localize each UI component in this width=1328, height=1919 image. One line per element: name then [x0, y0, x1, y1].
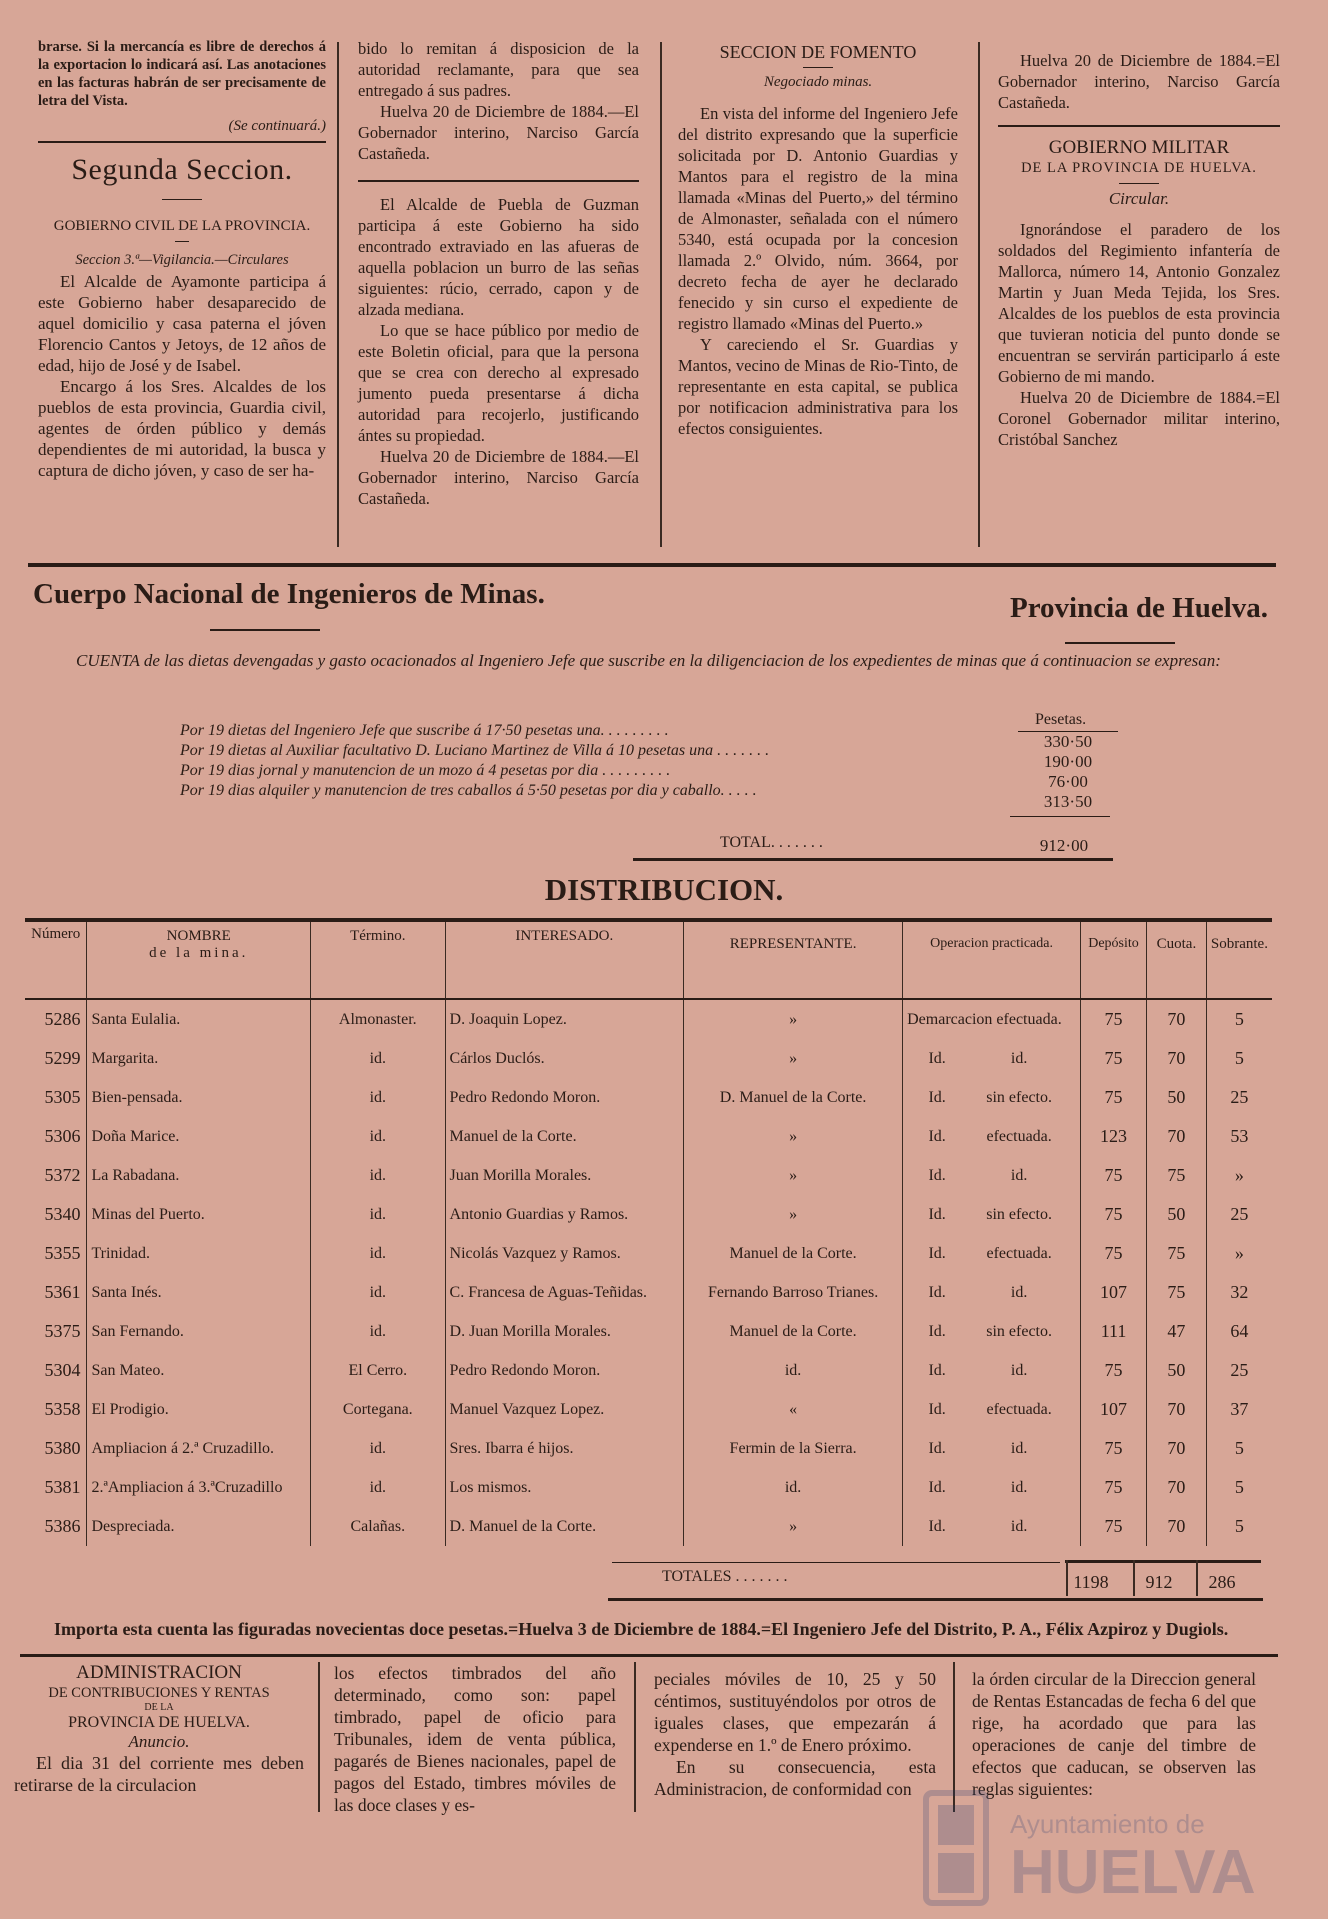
administracion-title: ADMINISTRACION	[76, 1662, 242, 1683]
seccion-subheading: Seccion 3.ª—Vigilancia.—Circulares	[75, 252, 289, 268]
operacion-part1: Id.	[928, 1127, 946, 1145]
table-header-row	[25, 922, 1272, 999]
seccion-fomento-title: SECCION DE FOMENTO	[719, 42, 917, 62]
de-la-label: DE LA	[144, 1702, 174, 1713]
watermark-line1: Ayuntamiento de	[1010, 1809, 1205, 1839]
cell-representante: »	[684, 1195, 903, 1234]
cell-cuota: 70	[1146, 1117, 1206, 1156]
bottom-column-2	[334, 1662, 616, 1816]
operacion-part1: Id.	[928, 1088, 946, 1106]
paragraph: En vista del informe del Ingeniero Jefe del distrito expresando que la superficie solicitada por D. Antonio Guardias y Mantos para el registro de la mina llamada «Minas del Puerto,» del término de Almonaster, señalada con el número 5340, está ocupada por la concesion llamada 2.º Olvido, núm. 3664, por decreto fecha de ayer he declarado fenecido y sin curso el expediente de registro llamado «Minas del Puerto.»	[678, 104, 958, 333]
top-column-3	[678, 42, 958, 439]
paragraph: Huelva 20 de Diciembre de 1884.—El Gobernador interino, Narciso García Castañeda.	[358, 102, 639, 163]
operacion-part1: Demarcacion efectuada.	[907, 1010, 1062, 1028]
cell-cuota: 75	[1146, 1234, 1206, 1273]
operacion-part2: id.	[1010, 1361, 1028, 1379]
table-row	[25, 1429, 1272, 1468]
operacion-part2: efectuada.	[986, 1127, 1052, 1145]
cell-interesado: Sres. Ibarra é hijos.	[445, 1429, 684, 1468]
provincia-header: Provincia de Huelva.	[1010, 592, 1269, 624]
cell-representante: »	[684, 1039, 903, 1078]
header-nombre-line2: de la mina.	[149, 945, 249, 961]
cell-numero: 5372	[44, 1165, 81, 1185]
provincia-label: PROVINCIA DE HUELVA.	[68, 1714, 250, 1731]
paragraph: Huelva 20 de Diciembre de 1884.—El Gobernador interino, Narciso García Castañeda.	[358, 447, 639, 508]
distribucion-title: DISTRIBUCION.	[544, 872, 784, 907]
cell-operacion	[903, 1351, 1081, 1390]
paragraph: El Alcalde de Puebla de Guzman participa á este Gobierno ha sido encontrado extraviado en las afueras de aquella poblacion un burro de las señas siguientes: rúcio, cerrado, capon y de alzada mediana.	[358, 195, 639, 319]
cell-numero: 5361	[44, 1282, 81, 1302]
cell-termino: id.	[311, 1117, 445, 1156]
table-row	[25, 1468, 1272, 1507]
table-row	[25, 1234, 1272, 1273]
cell-representante: Manuel de la Corte.	[684, 1312, 903, 1351]
cell-numero: 5355	[44, 1243, 81, 1263]
table-row	[25, 1312, 1272, 1351]
cell-sobrante: 5	[1206, 1039, 1272, 1078]
cell-operacion	[903, 1078, 1081, 1117]
header-numero: Número	[25, 922, 87, 999]
paragraph: El dia 31 del corriente mes deben retirarse de la circulacion	[14, 1753, 304, 1795]
cell-cuota: 47	[1146, 1312, 1206, 1351]
totales-sobrante: 286	[1208, 1572, 1236, 1592]
cell-sobrante: »	[1206, 1156, 1272, 1195]
distribucion-table	[25, 922, 1272, 1546]
cell-representante: «	[684, 1390, 903, 1429]
cell-numero: 5381	[44, 1477, 81, 1497]
cell-deposito: 75	[1081, 1078, 1147, 1117]
cell-interesado: Pedro Redondo Moron.	[445, 1078, 684, 1117]
cell-cuota: 50	[1146, 1195, 1206, 1234]
circular-subheading: Circular.	[1108, 189, 1170, 208]
cell-sobrante: 5	[1206, 1429, 1272, 1468]
table-row	[25, 1156, 1272, 1195]
cuenta-amount: 313·50	[1043, 792, 1093, 811]
cell-interesado: Cárlos Duclós.	[445, 1039, 684, 1078]
bottom-column-3	[654, 1668, 936, 1800]
cell-operacion	[903, 1468, 1081, 1507]
cuerpo-header: Cuerpo Nacional de Ingenieros de Minas.	[33, 578, 545, 610]
cell-nombre: Doña Marice.	[87, 1117, 311, 1156]
cuenta-line: Por 19 dias alquiler y manutencion de tres caballos á 5·50 pesetas por dia y caballo. . . . .	[180, 782, 757, 799]
cell-sobrante: 25	[1206, 1078, 1272, 1117]
section-title: Segunda Seccion.	[71, 153, 293, 186]
cell-interesado: D. Joaquin Lopez.	[445, 999, 684, 1039]
cell-nombre: San Fernando.	[87, 1312, 311, 1351]
header-operacion: Operacion practicada.	[903, 922, 1081, 999]
cuenta-line: Por 19 dietas al Auxiliar facultativo D. Luciano Martinez de Villa á 10 pesetas una . . . . . . .	[180, 742, 770, 759]
cell-numero: 5340	[44, 1204, 81, 1224]
cell-cuota: 70	[1146, 1039, 1206, 1078]
operacion-part1: Id.	[928, 1322, 946, 1340]
cuenta-line: Por 19 dietas del Ingeniero Jefe que suscribe á 17·50 pesetas una. . . . . . . . .	[180, 722, 669, 739]
operacion-part2: id.	[1010, 1439, 1028, 1457]
cell-operacion	[903, 1117, 1081, 1156]
cell-representante: Fermin de la Sierra.	[684, 1429, 903, 1468]
table-row	[25, 1039, 1272, 1078]
header-nombre-line1: NOMBRE	[166, 928, 231, 944]
importa-statement: Importa esta cuenta las figuradas novecientas doce pesetas.=Huelva 3 de Diciembre de 1884.=El Ingeniero Jefe del Distrito, P. A., Félix Azpiroz y Dugiols.	[54, 1619, 1229, 1639]
cell-deposito: 75	[1081, 1195, 1147, 1234]
cell-termino: id.	[311, 1429, 445, 1468]
operacion-part2: id.	[1010, 1049, 1028, 1067]
administracion-subtitle: DE CONTRIBUCIONES Y RENTAS	[48, 1685, 270, 1701]
cell-deposito: 75	[1081, 999, 1147, 1039]
cell-representante: Manuel de la Corte.	[684, 1234, 903, 1273]
cell-representante: »	[684, 1156, 903, 1195]
header-nombre	[87, 922, 311, 999]
cell-sobrante: 25	[1206, 1351, 1272, 1390]
cell-cuota: 50	[1146, 1351, 1206, 1390]
cell-cuota: 70	[1146, 999, 1206, 1039]
watermark-line2: HUELVA	[1010, 1838, 1256, 1907]
cell-numero: 5286	[44, 1009, 81, 1029]
cuenta-amount: 190·00	[1043, 752, 1093, 771]
cell-numero: 5358	[44, 1399, 81, 1419]
cell-interesado: Manuel Vazquez Lopez.	[445, 1390, 684, 1429]
totales-deposito: 1198	[1073, 1572, 1109, 1592]
cell-operacion	[903, 1507, 1081, 1546]
table-row	[25, 1117, 1272, 1156]
header-cuota: Cuota.	[1146, 922, 1206, 999]
cell-cuota: 75	[1146, 1273, 1206, 1312]
cell-operacion	[903, 1273, 1081, 1312]
cell-termino: Cortegana.	[311, 1390, 445, 1429]
operacion-part1: Id.	[928, 1166, 946, 1184]
header-representante: REPRESENTANTE.	[684, 922, 903, 999]
table-row	[25, 1351, 1272, 1390]
top-column-4	[998, 50, 1280, 450]
cell-sobrante: »	[1206, 1234, 1272, 1273]
cell-sobrante: 32	[1206, 1273, 1272, 1312]
cell-termino: El Cerro.	[311, 1351, 445, 1390]
cell-deposito: 75	[1081, 1351, 1147, 1390]
cell-termino: Calañas.	[311, 1507, 445, 1546]
table-row	[25, 999, 1272, 1039]
cell-sobrante: 25	[1206, 1195, 1272, 1234]
cell-numero: 5305	[44, 1087, 81, 1107]
paragraph: bido lo remitan á disposicion de la autoridad reclamante, para que sea entregado á sus padres.	[358, 39, 639, 100]
cell-deposito: 111	[1081, 1312, 1147, 1351]
cell-cuota: 75	[1146, 1156, 1206, 1195]
cell-operacion	[903, 1039, 1081, 1078]
operacion-part2: sin efecto.	[986, 1322, 1052, 1340]
cell-interesado: D. Juan Morilla Morales.	[445, 1312, 684, 1351]
huelva-watermark-logo	[920, 1775, 1320, 1915]
gobierno-militar-title: GOBIERNO MILITAR	[1048, 137, 1230, 158]
table-row	[25, 1507, 1272, 1546]
cuenta-intro: CUENTA de las dietas devengadas y gasto ocacionados al Ingeniero Jefe que suscribe en la diligenciacion de los expedientes de minas que á continuacion se expresan:	[76, 651, 1221, 670]
operacion-part1: Id.	[928, 1244, 946, 1262]
cell-deposito: 123	[1081, 1117, 1147, 1156]
cuenta-amount: 76·00	[1048, 772, 1088, 791]
cell-nombre: La Rabadana.	[87, 1156, 311, 1195]
header-interesado: INTERESADO.	[445, 922, 684, 999]
cell-representante: »	[684, 999, 903, 1039]
cell-numero: 5375	[44, 1321, 81, 1341]
cell-interesado: D. Manuel de la Corte.	[445, 1507, 684, 1546]
cell-cuota: 70	[1146, 1429, 1206, 1468]
anuncio-label: Anuncio.	[128, 1732, 190, 1751]
cell-operacion	[903, 1390, 1081, 1429]
operacion-part2: id.	[1010, 1517, 1028, 1535]
cell-representante: »	[684, 1117, 903, 1156]
cell-nombre: Santa Inés.	[87, 1273, 311, 1312]
operacion-part1: Id.	[928, 1400, 946, 1418]
paragraph: Ignorándose el paradero de los soldados del Regimiento infantería de Mallorca, número 14, Antonio Gonzalez Martin y Juan Meda Tejida, los Sres. Alcaldes de los pueblos de esta provincia que tuvieran noticia del punto donde se encuentran se servirán participarlo á este Gobierno de mi mando.	[998, 220, 1280, 386]
operacion-part1: Id.	[928, 1439, 946, 1457]
cell-operacion	[903, 1312, 1081, 1351]
cell-nombre: San Mateo.	[87, 1351, 311, 1390]
operacion-part1: Id.	[928, 1517, 946, 1535]
table-row	[25, 1078, 1272, 1117]
cell-sobrante: 37	[1206, 1390, 1272, 1429]
cell-interesado: Juan Morilla Morales.	[445, 1156, 684, 1195]
cell-termino: Almonaster.	[311, 999, 445, 1039]
cell-operacion	[903, 1156, 1081, 1195]
total-amount: 912·00	[1039, 836, 1089, 855]
cell-operacion	[903, 1234, 1081, 1273]
operacion-part2: sin efecto.	[986, 1088, 1052, 1106]
cell-nombre: 2.ªAmpliacion á 3.ªCruzadillo	[87, 1468, 311, 1507]
totales-label: TOTALES . . . . . . .	[662, 1568, 788, 1585]
table-row	[25, 1195, 1272, 1234]
paragraph: Encargo á los Sres. Alcaldes de los pueblos de esta provincia, Guardia civil, agentes de órden público y demás dependientes de mi autoridad, la busca y captura de dicho jóven, y caso de ser ha-	[38, 377, 326, 480]
se-continuara: (Se continuará.)	[228, 118, 326, 134]
cell-nombre: Ampliacion á 2.ª Cruzadillo.	[87, 1429, 311, 1468]
total-label: TOTAL. . . . . . .	[720, 834, 823, 851]
cell-representante: »	[684, 1507, 903, 1546]
cell-nombre: Minas del Puerto.	[87, 1195, 311, 1234]
cell-representante: id.	[684, 1351, 903, 1390]
cell-sobrante: 53	[1206, 1117, 1272, 1156]
paragraph: peciales móviles de 10, 25 y 50 céntimos, sustituyéndolos por otros de iguales clases, que empezarán á expenderse en 1.º de Enero próximo.	[654, 1669, 936, 1755]
operacion-part2: sin efecto.	[986, 1205, 1052, 1223]
cell-nombre: Despreciada.	[87, 1507, 311, 1546]
continuation-text: brarse. Si la mercancía es libre de derechos á la exportacion lo indicará así. Las anotaciones en las facturas habrán de ser precisamente de letra del Vista.	[38, 39, 326, 109]
cell-interesado: Pedro Redondo Moron.	[445, 1351, 684, 1390]
top-column-2	[358, 38, 639, 509]
cell-termino: id.	[311, 1039, 445, 1078]
cell-termino: id.	[311, 1156, 445, 1195]
cell-sobrante: 5	[1206, 1507, 1272, 1546]
cell-numero: 5304	[44, 1360, 81, 1380]
operacion-part2: id.	[1010, 1166, 1028, 1184]
paragraph: Huelva 20 de Diciembre de 1884.=El Gobernador interino, Narciso García Castañeda.	[998, 51, 1280, 112]
cell-interesado: C. Francesa de Aguas-Teñidas.	[445, 1273, 684, 1312]
cell-representante: D. Manuel de la Corte.	[684, 1078, 903, 1117]
cell-sobrante: 64	[1206, 1312, 1272, 1351]
operacion-part1: Id.	[928, 1049, 946, 1067]
cell-cuota: 70	[1146, 1468, 1206, 1507]
paragraph: los efectos timbrados del año determinado, como son: papel timbrado, papel de oficio para Tribunales, idem de venta pública, pagarés de Bienes nacionales, papel de pagos del Estado, timbres móviles de las doce clases y es-	[334, 1663, 616, 1815]
cell-deposito: 75	[1081, 1429, 1147, 1468]
table-row	[25, 1390, 1272, 1429]
cell-interesado: Nicolás Vazquez y Ramos.	[445, 1234, 684, 1273]
paragraph: Y careciendo el Sr. Guardias y Mantos, vecino de Minas de Rio-Tinto, de representante en esta capital, se publica por notificacion administrativa para los efectos consiguientes.	[678, 335, 958, 438]
cell-termino: id.	[311, 1273, 445, 1312]
cell-sobrante: 5	[1206, 999, 1272, 1039]
cell-nombre: Bien-pensada.	[87, 1078, 311, 1117]
cell-numero: 5380	[44, 1438, 81, 1458]
cell-termino: id.	[311, 1312, 445, 1351]
cell-termino: id.	[311, 1468, 445, 1507]
paragraph: En su consecuencia, esta Administracion, de conformidad con	[654, 1757, 936, 1799]
cell-interesado: Antonio Guardias y Ramos.	[445, 1195, 684, 1234]
paragraph: Lo que se hace público por medio de este Boletin oficial, para que la persona que se crea con derecho al expresado jumento pueda presentarse á dicha autoridad para recojerlo, justificando ántes su propiedad.	[358, 321, 639, 445]
cell-interesado: Los mismos.	[445, 1468, 684, 1507]
cell-nombre: Trinidad.	[87, 1234, 311, 1273]
cell-interesado: Manuel de la Corte.	[445, 1117, 684, 1156]
gobierno-militar-subtitle: DE LA PROVINCIA DE HUELVA.	[1021, 160, 1257, 176]
pesetas-label: Pesetas.	[1035, 711, 1087, 728]
cell-cuota: 70	[1146, 1390, 1206, 1429]
cell-operacion	[903, 1195, 1081, 1234]
operacion-part1: Id.	[928, 1205, 946, 1223]
operacion-part2: efectuada.	[986, 1244, 1052, 1262]
operacion-part1: Id.	[928, 1361, 946, 1379]
cell-deposito: 75	[1081, 1234, 1147, 1273]
cell-numero: 5306	[44, 1126, 81, 1146]
paragraph: la órden circular de la Direccion general de Rentas Estancadas de fecha 6 del que rige, ha acordado que para las operaciones de canje del timbre de efectos que caducan, se observen las reglas siguientes:	[972, 1669, 1256, 1799]
operacion-part2: id.	[1010, 1478, 1028, 1496]
cuenta-line: Por 19 dias jornal y manutencion de un mozo á 4 pesetas por dia . . . . . . . . .	[180, 762, 671, 779]
cell-sobrante: 5	[1206, 1468, 1272, 1507]
cell-termino: id.	[311, 1234, 445, 1273]
paragraph: Huelva 20 de Diciembre de 1884.=El Coronel Gobernador militar interino, Cristóbal Sanchez	[998, 388, 1280, 449]
cell-nombre: Santa Eulalia.	[87, 999, 311, 1039]
cell-operacion	[903, 999, 1081, 1039]
cell-representante: id.	[684, 1468, 903, 1507]
cell-deposito: 75	[1081, 1468, 1147, 1507]
header-termino: Término.	[311, 922, 445, 999]
cell-deposito: 107	[1081, 1390, 1147, 1429]
bottom-column-1	[14, 1662, 304, 1796]
cell-numero: 5299	[44, 1048, 81, 1068]
cell-deposito: 75	[1081, 1156, 1147, 1195]
operacion-part2: id.	[1010, 1283, 1028, 1301]
gobierno-civil-heading: GOBIERNO CIVIL DE LA PROVINCIA.	[53, 218, 311, 234]
paragraph: El Alcalde de Ayamonte participa á este Gobierno haber desaparecido de aquel domicilio y casa paterna el jóven Florencio Cantos y Jetoys, de 12 años de edad, hijo de José y de Isabel.	[38, 272, 326, 375]
cell-nombre: Margarita.	[87, 1039, 311, 1078]
cell-nombre: El Prodigio.	[87, 1390, 311, 1429]
operacion-part2: efectuada.	[986, 1400, 1052, 1418]
cell-termino: id.	[311, 1195, 445, 1234]
totales-cuota: 912	[1145, 1572, 1173, 1592]
table-row	[25, 1273, 1272, 1312]
header-sobrante: Sobrante.	[1206, 922, 1272, 999]
cuenta-amount: 330·50	[1043, 732, 1093, 751]
negociado-subheading: Negociado minas.	[763, 74, 873, 90]
cell-termino: id.	[311, 1078, 445, 1117]
cell-representante: Fernando Barroso Trianes.	[684, 1273, 903, 1312]
header-deposito: Depósito	[1081, 922, 1147, 999]
operacion-part1: Id.	[928, 1283, 946, 1301]
operacion-part1: Id.	[928, 1478, 946, 1496]
cell-operacion	[903, 1429, 1081, 1468]
cell-deposito: 75	[1081, 1507, 1147, 1546]
top-column-1	[38, 38, 326, 481]
cell-cuota: 50	[1146, 1078, 1206, 1117]
cell-numero: 5386	[44, 1516, 81, 1536]
cell-deposito: 75	[1081, 1039, 1147, 1078]
cell-deposito: 107	[1081, 1273, 1147, 1312]
cell-cuota: 70	[1146, 1507, 1206, 1546]
